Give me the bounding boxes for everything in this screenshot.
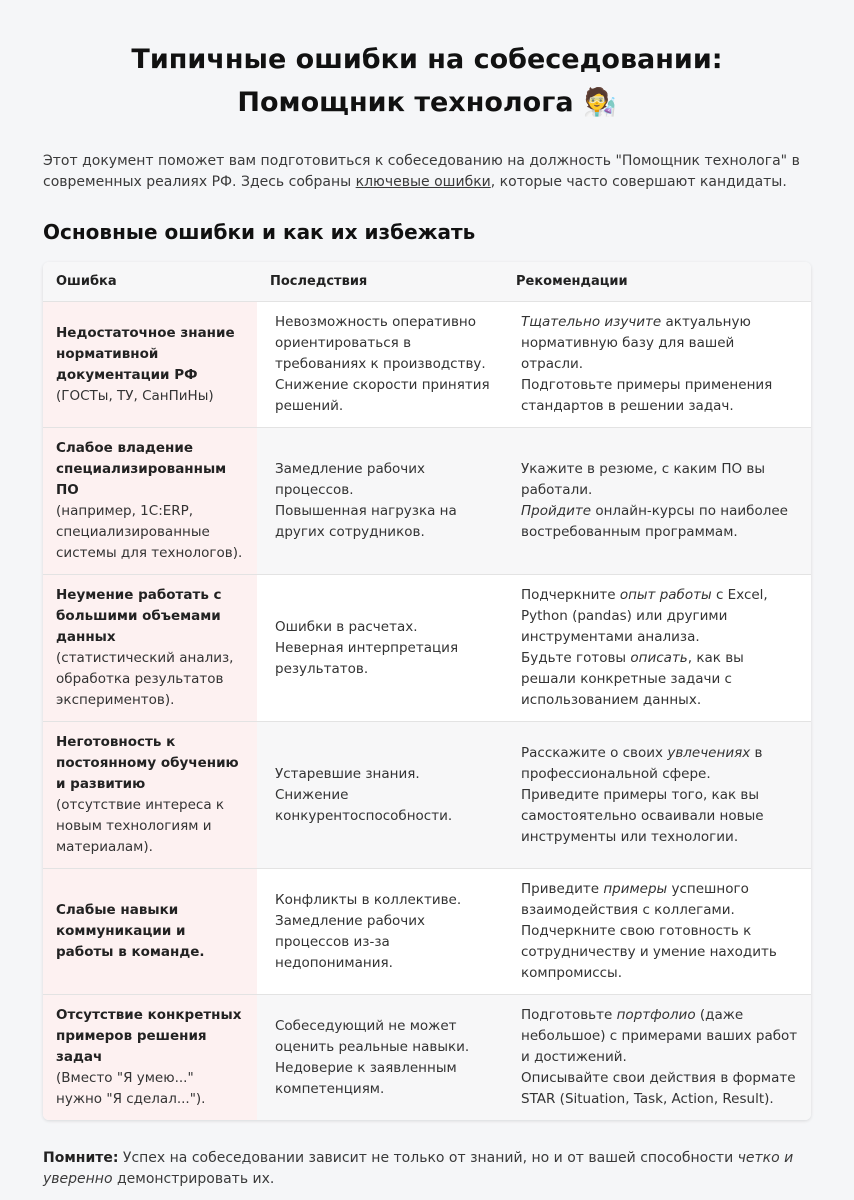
recommendation-item [516,921,798,984]
recommendation-text: успешного взаимодействия с коллегами. [521,881,749,918]
table-row [43,994,811,1120]
consequences-cell [257,575,503,721]
table-row [43,301,811,427]
recommendation-text: актуальную нормативную базу для вашей отрасли. [521,314,751,372]
page-title [43,0,811,124]
recommendation-prefix: Будьте готовы [521,650,631,666]
recommendation-item [516,585,798,648]
error-title: Отсутствие конкретных примеров решения задач [56,1007,242,1065]
consequence-item: Невозможность оперативно ориентироваться в требованиях к производству. [275,314,486,372]
error-cell [43,722,257,868]
error-cell [43,995,257,1120]
consequence-item: Собеседующий не может оценить реальные навыки. [275,1017,470,1055]
error-note: (например, 1С:ERP, специализированные системы для технологов). [56,503,243,561]
error-cell [43,575,257,721]
recommendation-prefix: Подчеркните [521,587,620,603]
error-title: Неготовность к постоянному обучению и развитию [56,734,239,792]
errors-table [43,262,811,1120]
intro-text-2: , которые часто совершают кандидаты. [490,174,787,190]
error-title: Неумение работать с большими объемами данных [56,587,222,645]
consequence-item: Устаревшие знания. [275,765,420,782]
recommendation-item [516,743,798,785]
recommendation-emphasis: опыт работы [619,587,712,603]
recommendation-emphasis: портфолио [616,1007,696,1023]
error-cell [43,302,257,427]
header-recommendations: Рекомендации [516,274,628,289]
title-line-1: Типичные ошибки на собеседовании: [131,44,723,75]
intro-underlined-text: ключевые ошибки [355,174,491,190]
recommendations-cell [503,428,811,574]
table-row [43,574,811,721]
error-cell [43,869,257,994]
recommendation-text: Подготовьте примеры применения стандартов в решении задач. [521,377,773,414]
header-error: Ошибка [56,274,117,289]
recommendation-item [516,1005,798,1068]
recommendation-text: Подчеркните свою готовность к сотрудничеству и умение находить компромиссы. [521,923,777,981]
reminder-note [43,1148,811,1190]
error-title: Слабые навыки коммуникации и работы в команде. [56,902,205,960]
table-row [43,868,811,994]
recommendations-cell [503,575,811,721]
recommendations-cell [503,869,811,994]
error-note: (Вместо "Я умею..." нужно "Я сделал..."). [56,1070,206,1107]
reminder-emphasis: четко и уверенно [43,1150,794,1187]
consequence-item: Замедление рабочих процессов. [275,461,426,498]
recommendation-item [516,879,798,921]
error-title: Недостаточное знание нормативной документации РФ [56,324,235,383]
recommendation-prefix: Расскажите о своих [521,744,668,761]
intro-paragraph [43,151,811,193]
recommendations-cell [503,722,811,868]
recommendation-item [516,312,798,375]
recommendation-emphasis: примеры [603,881,668,897]
consequence-item: Снижение конкурентоспособности. [275,786,453,824]
consequences-cell [257,722,503,868]
consequence-item: Недоверие к заявленным компетенциям. [275,1059,457,1097]
consequences-cell [257,428,503,574]
recommendation-text: в профессиональной сфере. [521,744,763,782]
section-title: Основные ошибки и как их избежать [43,220,476,244]
reminder-text-1: Успех на собеседовании зависит не только от знаний, но и от вашей способности [118,1150,738,1166]
error-note: (отсутствие интереса к новым технологиям и материалам). [56,797,225,855]
recommendation-text: Описывайте свои действия в формате STAR (Situation, Task, Action, Result). [521,1070,796,1107]
recommendation-prefix: Подготовьте [521,1007,617,1023]
table-row [43,427,811,574]
error-note: (статистический анализ, обработка результатов экспериментов). [56,650,234,708]
recommendation-text: Приведите примеры того, как вы самостоятельно осваивали новые инструменты или технологии. [521,786,764,845]
consequence-item: Снижение скорости принятия решений. [275,377,490,414]
recommendation-item [516,785,798,848]
recommendation-emphasis: Пройдите [521,503,592,519]
recommendation-item [516,501,798,543]
header-consequences: Последствия [270,274,368,289]
recommendations-cell [503,995,811,1120]
intro-text-1: Этот документ поможет вам подготовиться к собеседованию на должность "Помощник технолога" в современных реалиях РФ. Здесь собраны [43,153,800,190]
recommendation-emphasis: Тщательно изучите [521,314,662,330]
recommendation-text: с Excel, Python (pandas) или другими инструментами анализа. [521,587,768,645]
recommendation-item [516,375,798,417]
recommendation-prefix: Приведите [521,881,604,897]
recommendation-text: Укажите в резюме, с каким ПО вы работали. [521,461,766,498]
consequence-item: Замедление рабочих процессов из-за недопонимания. [275,912,426,971]
recommendation-item [516,459,798,501]
consequence-item: Неверная интерпретация результатов. [275,639,459,677]
consequence-item: Конфликты в коллективе. [275,891,462,908]
table-row [43,721,811,868]
consequences-cell [257,302,503,427]
recommendations-cell [503,302,811,427]
recommendation-emphasis: увлечениях [667,744,751,761]
title-line-2: Помощник технолога 🧑‍🔬 [237,87,617,118]
recommendation-text: (даже небольшое) с примерами ваших работ и достижений. [521,1007,798,1065]
recommendation-item [516,648,798,711]
table-header-row [43,262,811,301]
consequence-item: Ошибки в расчетах. [275,618,418,635]
error-title: Слабое владение специализированным ПО [56,440,227,498]
consequences-cell [257,869,503,994]
consequence-item: Повышенная нагрузка на других сотрудников. [275,503,457,540]
error-note: (ГОСТы, ТУ, СанПиНы) [56,387,214,404]
reminder-label: Помните: [43,1150,119,1166]
recommendation-emphasis: описать [630,650,688,666]
recommendation-text: , как вы решали конкретные задачи с использованием данных. [521,650,744,708]
recommendation-text: онлайн-курсы по наиболее востребованным программам. [521,503,788,540]
reminder-text-2: демонстрировать их. [112,1171,275,1187]
consequences-cell [257,995,503,1120]
error-cell [43,428,257,574]
recommendation-item [516,1068,798,1110]
